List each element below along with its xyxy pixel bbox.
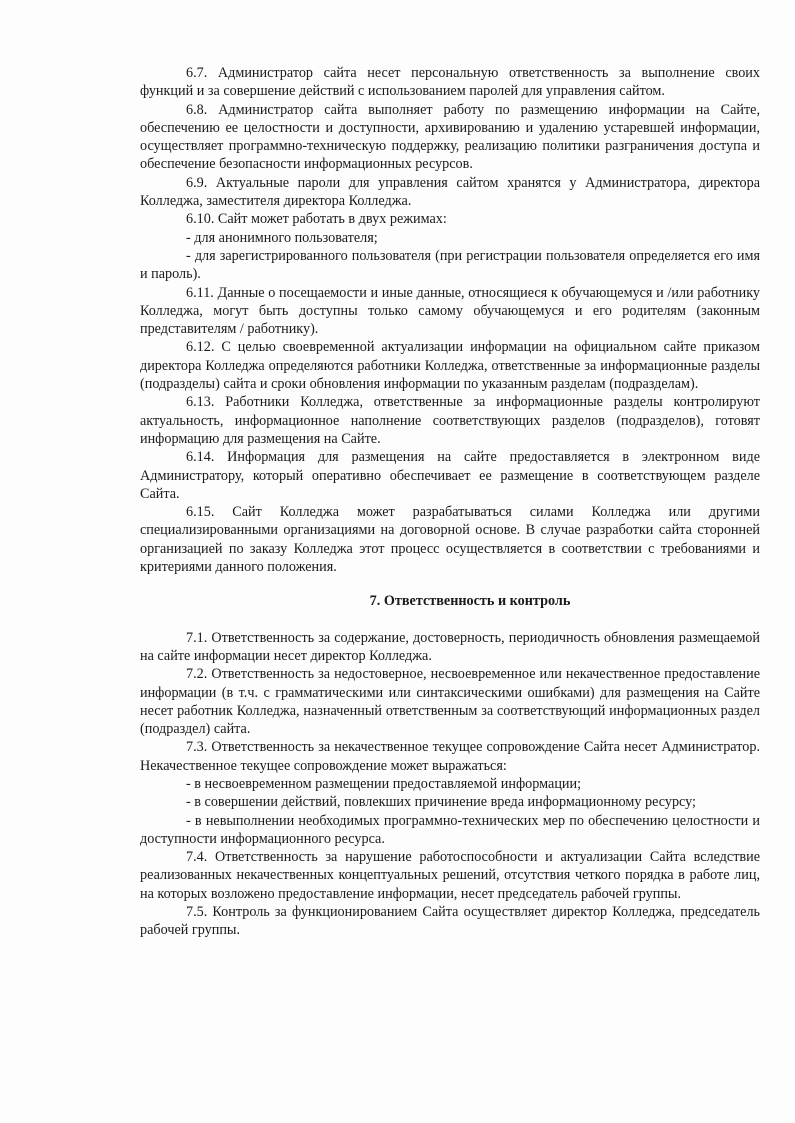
paragraph-6-11: 6.11. Данные о посещаемости и иные данные, относящиеся к обучающемуся и /или работнику Колледжа, могут быть доступны только самому обучающемуся и его родителям (законным представителям / работнику). bbox=[140, 284, 760, 338]
paragraph-7-3: 7.3. Ответственность за некачественное текущее сопровождение Сайта несет Администратор. Некачественное текущее сопровождение может выражаться: bbox=[140, 739, 760, 774]
paragraph-7-1: 7.1. Ответственность за содержание, достоверность, периодичность обновления размещаемой на сайте информации несет директор Колледжа. bbox=[140, 629, 760, 664]
paragraph-6-12: 6.12. С целью своевременной актуализации информации на официальном сайте приказом директора Колледжа определяются работники Колледжа, ответственные за информационные разделы (подразделы) сайта и сроки обновления информации по указанным разделам (подразделам). bbox=[140, 339, 760, 393]
document-body bbox=[140, 64, 760, 940]
list-item-registered-user: - для зарегистрированного пользователя (при регистрации пользователя определяется его имя и пароль). bbox=[140, 247, 760, 283]
paragraph-6-13: 6.13. Работники Колледжа, ответственные за информационные разделы контролируют актуальность, информационное наполнение соответствующих разделов (подразделов), готовят информацию для размещения на Сайте. bbox=[140, 394, 760, 447]
paragraph-6-15: 6.15. Сайт Колледжа может разрабатываться силами Колледжа или другими специализированными организациями на договорной основе. В случае разработки сайта сторонней организацией по заказу Колледжа этот процесс осуществляется в соответствии с требованиями и критериями данного положения. bbox=[140, 504, 760, 576]
paragraph-6-7: 6.7. Администратор сайта несет персональную ответственность за выполнение своих функций и за совершение действий с использованием паролей для управления сайтом. bbox=[140, 65, 760, 100]
paragraph-6-9: 6.9. Актуальные пароли для управления сайтом хранятся у Администратора, директора Колледжа, заместителя директора Колледжа. bbox=[140, 174, 760, 210]
list-item-technical-measures: - в невыполнении необходимых программно-технических мер по обеспечению целостности и доступности информационного ресурса. bbox=[140, 812, 760, 847]
paragraph-6-8: 6.8. Администратор сайта выполняет работу по размещению информации на Сайте, обеспечению ее целостности и доступности, архивированию и удалению устаревшей информации, осуществляет программно-техническую поддержку, реализацию политики разграничения доступа и обеспечение безопасности информационных ресурсов. bbox=[140, 101, 760, 173]
paragraph-7-2: 7.2. Ответственность за недостоверное, несвоевременное или некачественное предоставление информации (в т.ч. с грамматическими или синтаксическими ошибками) для размещения на Сайте несет работник Колледжа, назначенный ответственным за соответствующий информационных раздел (подраздел) сайта. bbox=[140, 666, 760, 738]
list-item-harmful-actions: - в совершении действий, повлекших причинение вреда информационному ресурсу; bbox=[186, 794, 696, 811]
list-item-anonymous-user: - для анонимного пользователя; bbox=[186, 229, 378, 246]
paragraph-7-4: 7.4. Ответственность за нарушение работоспособности и актуализации Сайта вследствие реализованных некачественных концептуальных решений, отсутствия четкого порядка в работе лиц, на которых возложено предоставление информации, несет председатель рабочей группы. bbox=[140, 849, 760, 902]
paragraph-7-5: 7.5. Контроль за функционированием Сайта осуществляет директор Колледжа, председатель рабочей группы. bbox=[140, 904, 760, 939]
list-item-untimely-posting: - в несвоевременном размещении предоставляемой информации; bbox=[186, 775, 582, 792]
section-7-heading: 7. Ответственность и контроль bbox=[369, 593, 571, 610]
paragraph-6-10: 6.10. Сайт может работать в двух режимах: bbox=[186, 211, 447, 228]
paragraph-6-14: 6.14. Информация для размещения на сайте предоставляется в электронном виде Администратору, который оперативно обеспечивает ее размещение в соответствующем разделе Сайта. bbox=[140, 449, 760, 502]
